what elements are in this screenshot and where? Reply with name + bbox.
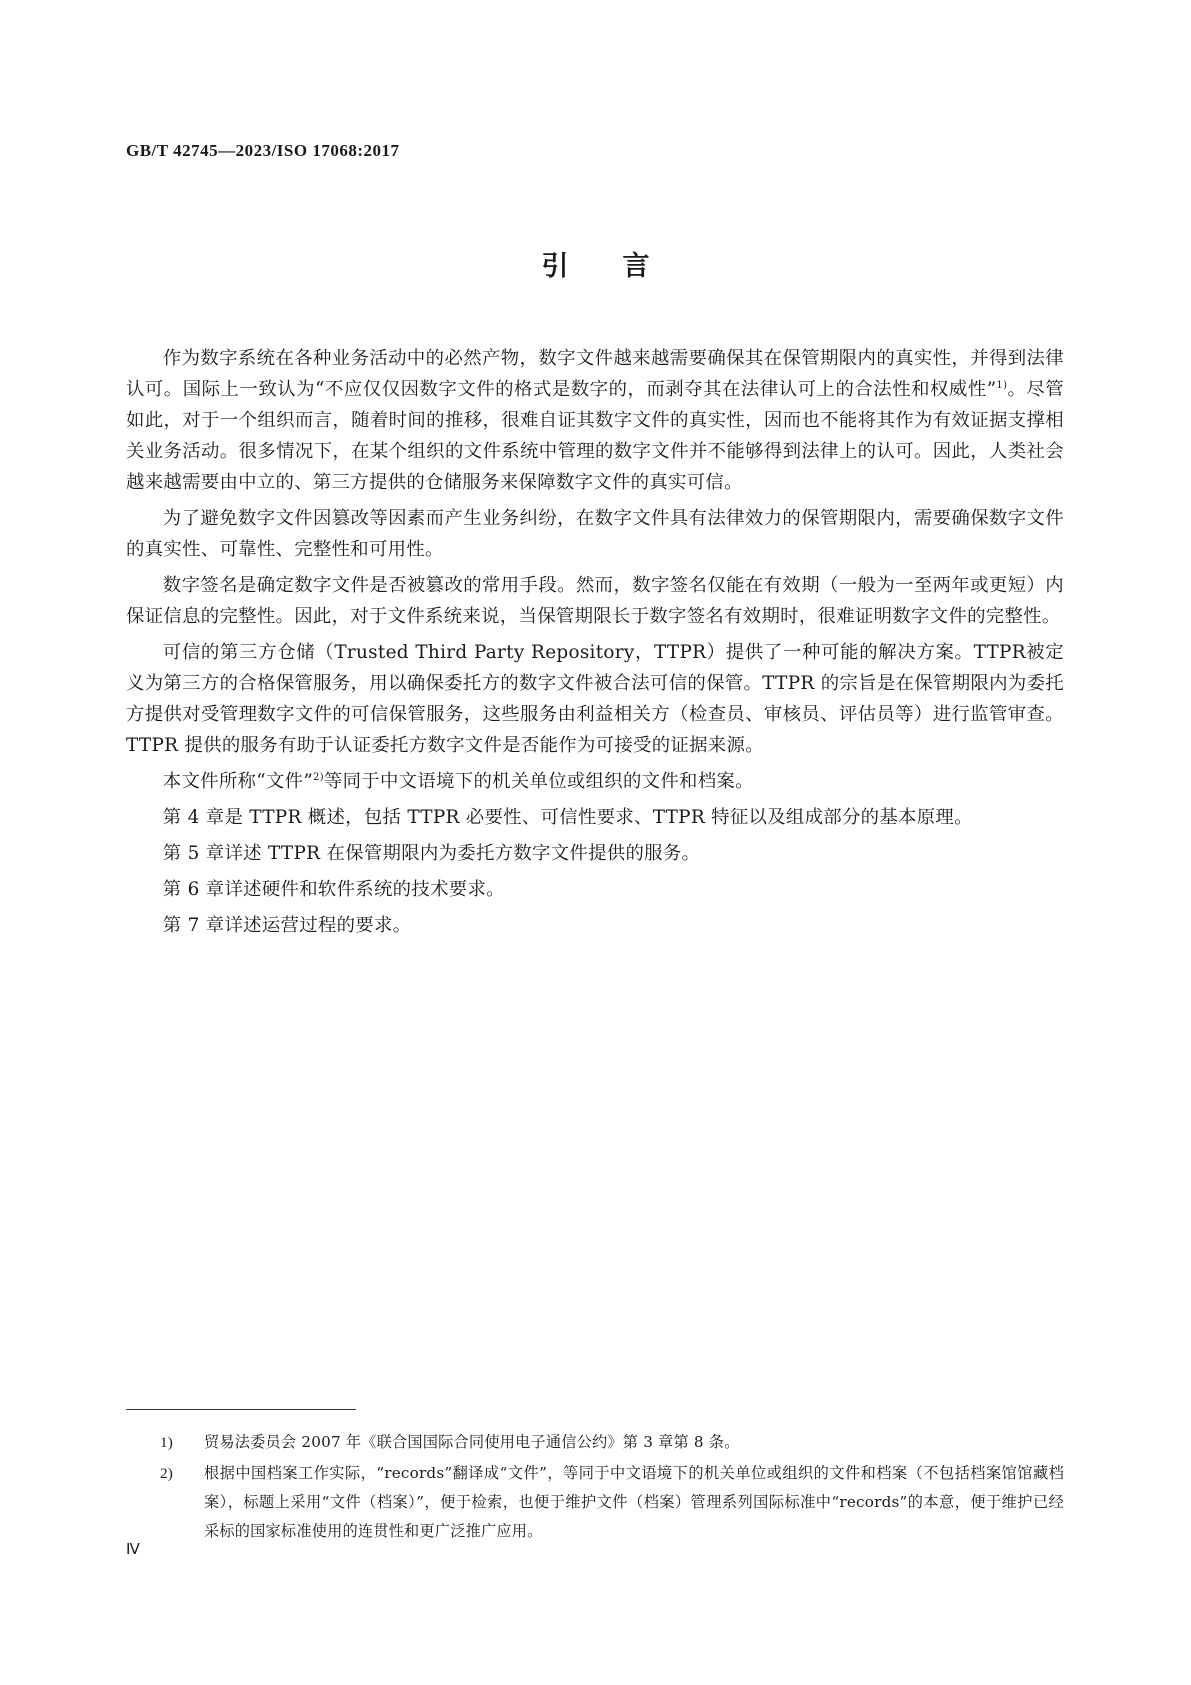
page-title — [0, 244, 1191, 283]
paragraph-7: 第 5 章详述 TTPR 在保管期限内为委托方数字文件提供的服务。 — [162, 843, 701, 864]
footnote-1-text: 贸易法委员会 2007 年《联合国国际合同使用电子通信公约》第 3 章第 8 条。 — [204, 1433, 740, 1451]
paragraph-6: 第 4 章是 TTPR 概述，包括 TTPR 必要性、可信性要求、TTPR 特征以及组成部分的基本原理。 — [162, 807, 973, 828]
footnote-ref-1: 1) — [996, 380, 1008, 391]
paragraph-4: 可信的第三方仓储（Trusted Third Party Repository，TTPR）提供了一种可能的解决方案。TTPR被定义为第三方的合格保管服务，用以确保委托方的数字文件被合法可信的保管。TTPR 的宗旨是在保管期限内为委托方提供对受管理数字文件的可信保管服务，这些服务由利益相关方（检查员、审核员、评估员等）进行监管审查。TTPR 提供的服务有助于认证委托方数字文件是否能作为可接受的证据来源。 — [126, 642, 1064, 756]
introduction-body — [126, 343, 1064, 946]
footnote-1-number: 1) — [160, 1434, 174, 1451]
paragraph-5-text-b: 等同于中文语境下的机关单位或组织的文件和档案。 — [323, 771, 754, 792]
footnote-1 — [160, 1428, 1064, 1457]
footnote-divider — [126, 1409, 356, 1410]
paragraph-3: 数字签名是确定数字文件是否被篡改的常用手段。然而，数字签名仅能在有效期（一般为一至两年或更短）内保证信息的完整性。因此，对于文件系统来说，当保管期限长于数字签名有效期时，很难证明数字文件的完整性。 — [126, 575, 1064, 627]
paragraph-1-text-b: 。尽管如此，对于一个组织而言，随着时间的推移，很难自证其数字文件的真实性，因而也不能将其作为有效证据支撑相关业务活动。很多情况下，在某个组织的文件系统中管理的数字文件并不能够得到法律上的认可。因此，人类社会越来越需要由中立的、第三方提供的仓储服务来保障数字文件的真实可信。 — [126, 379, 1064, 493]
paragraph-1-text-a: 作为数字系统在各种业务活动中的必然产物，数字文件越来越需要确保其在保管期限内的真实性，并得到法律认可。国际上一致认为“不应仅仅因数字文件的格式是数字的，而剥夺其在法律认可上的合法性和权威性” — [126, 348, 1064, 400]
paragraph-1 — [126, 343, 1064, 498]
title-char-1: 引 — [541, 251, 569, 282]
paragraph-8: 第 6 章详述硬件和软件系统的技术要求。 — [162, 879, 505, 900]
footnote-2 — [160, 1459, 1064, 1546]
standard-code: GB/T 42745—2023/ISO 17068:2017 — [126, 141, 400, 160]
footnotes — [160, 1428, 1064, 1548]
title-char-2: 言 — [622, 251, 650, 282]
paragraph-2: 为了避免数字文件因篡改等因素而产生业务纠纷，在数字文件具有法律效力的保管期限内，需要确保数字文件的真实性、可靠性、完整性和可用性。 — [126, 508, 1064, 560]
footnote-2-number: 2) — [160, 1465, 174, 1482]
paragraph-5-text-a: 本文件所称“文件” — [162, 771, 314, 792]
footnote-2-text: 根据中国档案工作实际，“records”翻译成“文件”，等同于中文语境下的机关单位或组织的文件和档案（不包括档案馆馆藏档案），标题上采用“文件（档案）”，便于检索，也便于维护文件（档案）管理系列国际标准中“records”的本意，便于维护已经采标的国家标准使用的连贯性和更广泛推广应用。 — [204, 1464, 1064, 1540]
footnote-ref-2: 2) — [313, 772, 324, 783]
paragraph-9: 第 7 章详述运营过程的要求。 — [162, 915, 412, 936]
page-number: Ⅳ — [126, 1542, 140, 1558]
paragraph-5 — [126, 766, 1064, 797]
